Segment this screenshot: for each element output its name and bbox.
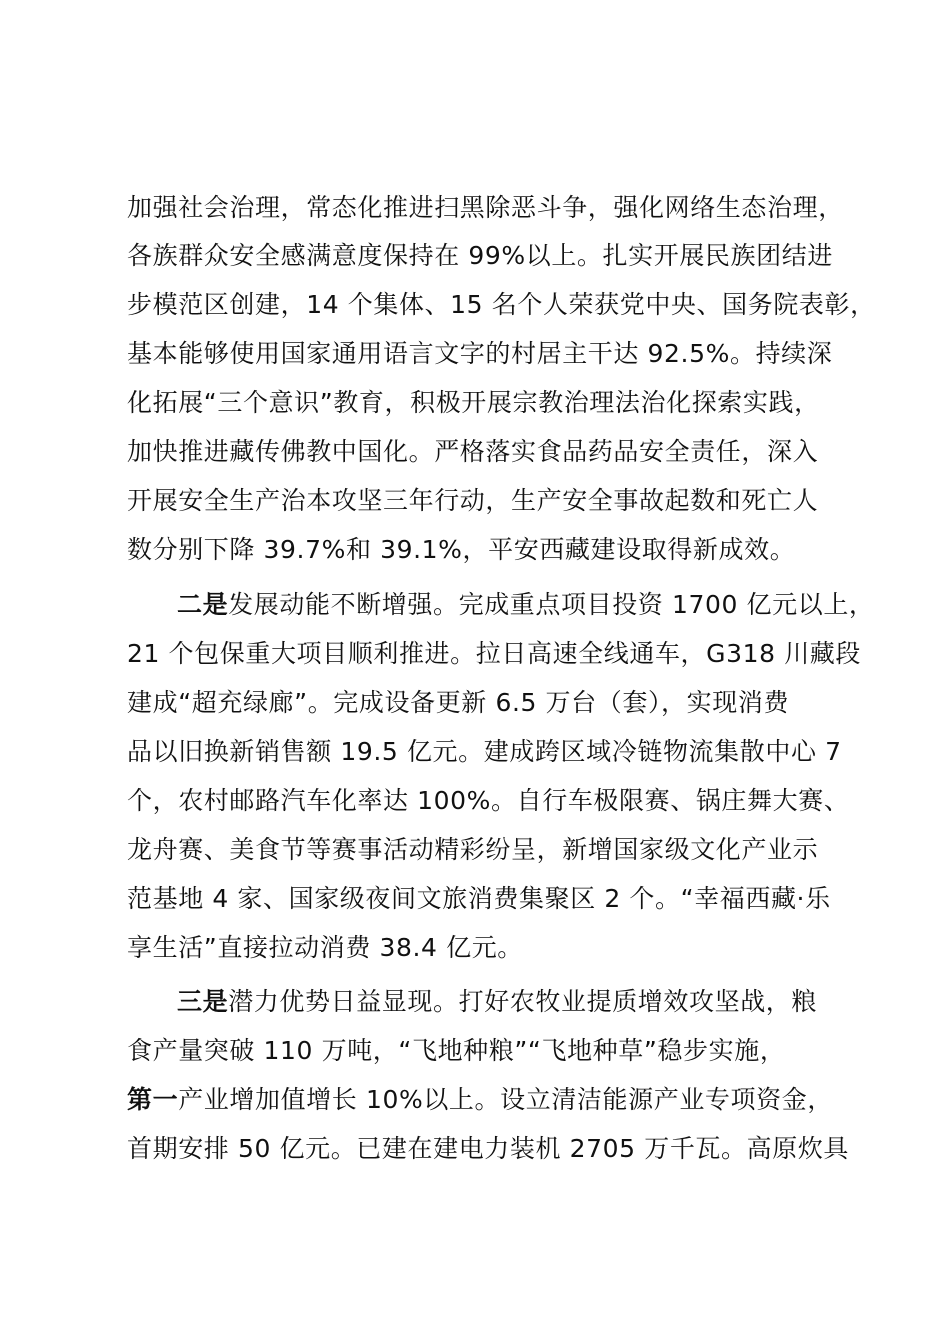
paragraph-2-line-6: 龙舟赛、美食节等赛事活动精彩纷呈，新增国家级文化产业示 [127, 835, 819, 864]
paragraph-1-line-3: 步模范区创建，14 个集体、15 名个人荣获党中央、国务院表彰， [127, 290, 876, 319]
paragraph-2-lead: 二是 [177, 590, 229, 619]
paragraph-2-line-7: 范基地 4 家、国家级夜间文旅消费集聚区 2 个。“幸福西藏·乐 [127, 884, 831, 913]
paragraph-2-line-5: 个，农村邮路汽车化率达 100%。自行车极限赛、锅庄舞大赛、 [127, 786, 850, 815]
paragraph-3-line-3 [127, 1080, 857, 1120]
paragraph-3-line-2: 食产量突破 110 万吨，“飞地种粮”“飞地种草”稳步实施， [127, 1036, 786, 1065]
paragraph-1-line-5: 化拓展“三个意识”教育，积极开展宗教治理法治化探索实践， [127, 388, 820, 417]
paragraph-1-line-6: 加快推进藏传佛教中国化。严格落实食品药品安全责任，深入 [127, 437, 819, 466]
paragraph-2-line-4: 品以旧换新销售额 19.5 亿元。建成跨区域冷链物流集散中心 7 [127, 737, 842, 766]
paragraph-2-line-3: 建成“超充绿廊”。完成设备更新 6.5 万台（套），实现消费 [127, 688, 790, 717]
paragraph-1-line-2: 各族群众安全感满意度保持在 99%以上。扎实开展民族团结进 [127, 241, 833, 270]
paragraph-3-line-3-text: 产业增加值增长 10%以上。设立清洁能源产业专项资金， [178, 1085, 833, 1114]
paragraph-1-line-4: 基本能够使用国家通用语言文字的村居主干达 92.5%。持续深 [127, 339, 833, 368]
paragraph-2-line-2: 21 个包保重大项目顺利推进。拉日高速全线通车，G318 川藏段 [127, 639, 861, 668]
paragraph-3-line-4: 首期安排 50 亿元。已建在建电力装机 2705 万千瓦。高原炊具 [127, 1134, 850, 1163]
paragraph-1-line-8: 数分别下降 39.7%和 39.1%，平安西藏建设取得新成效。 [127, 535, 796, 564]
paragraph-1-line-7: 开展安全生产治本攻坚三年行动，生产安全事故起数和死亡人 [127, 486, 819, 515]
paragraph-3-line-1 [177, 982, 857, 1022]
paragraph-2-line-1-text: 发展动能不断增强。完成重点项目投资 1700 亿元以上， [228, 590, 875, 619]
paragraph-3-line-1-text: 潜力优势日益显现。打好农牧业提质增效攻坚战，粮 [228, 987, 818, 1016]
paragraph-3-bold-prefix: 第一 [127, 1085, 179, 1114]
paragraph-3-lead: 三是 [177, 987, 229, 1016]
paragraph-2-line-8: 享生活”直接拉动消费 38.4 亿元。 [127, 933, 523, 962]
paragraph-2-line-1 [177, 585, 875, 625]
paragraph-1-line-1: 加强社会治理，常态化推进扫黑除恶斗争，强化网络生态治理， [127, 193, 844, 222]
